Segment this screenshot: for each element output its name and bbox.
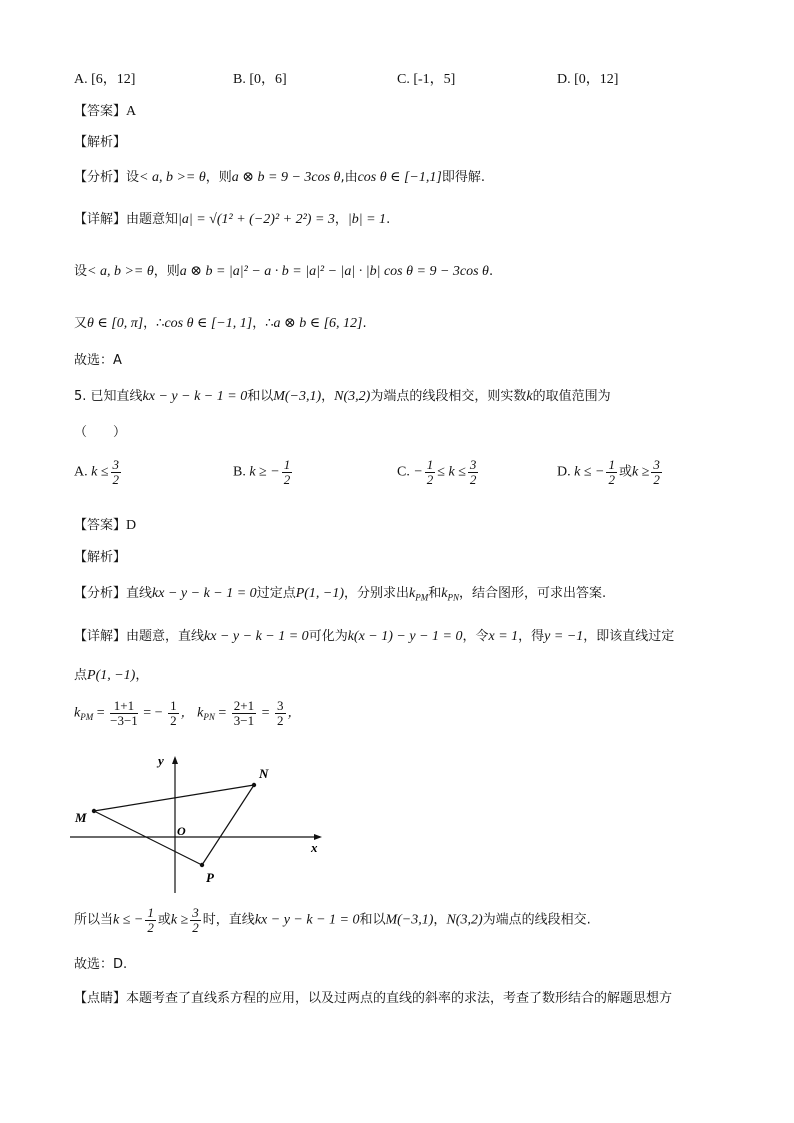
y-axis-arrow-icon <box>172 756 178 764</box>
q4-analysis-label: 【解析】 <box>74 135 127 150</box>
q5-option-d-num1: 1 <box>608 457 615 472</box>
q4-fenxi-text1: 设 <box>126 170 140 185</box>
q5-stem-math4: k <box>526 389 533 404</box>
q5-option-a-frac <box>111 458 122 486</box>
q5-kpn-num: 2+1 <box>233 698 255 713</box>
q5-dianjing-line <box>74 987 672 1006</box>
q5-fenxi-kpn-sub: PN <box>447 592 460 603</box>
q4-answer-value: A <box>126 104 137 119</box>
q5-fenxi-text3: ，分别求出 <box>344 586 410 601</box>
q4-line2-text1: 设 <box>74 264 88 279</box>
q5-option-c-num1: 1 <box>426 457 434 472</box>
graph-origin-label: O <box>177 824 186 838</box>
q5-xj2-text1: 点 <box>74 668 88 683</box>
q5-stem-text2: 和以 <box>247 389 274 404</box>
q5-concl-num1: 1 <box>147 905 154 920</box>
q5-option-b-num: 1 <box>283 457 291 472</box>
q4-fenxi-text4: 即得解. <box>441 170 485 185</box>
q5-kpn: k <box>197 705 204 721</box>
q5-xj-math2: k(x − 1) − y − 1 = 0 <box>347 629 463 644</box>
q4-option-c: C. [-1，5] <box>397 72 456 87</box>
q4-xiangjie-text1: 由题意知 <box>126 212 179 227</box>
q4-detail-line3 <box>74 312 367 332</box>
q5-concl-den2: 2 <box>192 919 199 935</box>
q4-fenxi-math3: cos θ ∈ [−1,1] <box>357 170 442 185</box>
q5-stem-math1: kx − y − k − 1 = 0 <box>142 389 248 404</box>
q4-xiangjie-text3: . <box>386 212 391 227</box>
q5-xj-text5: ，即该直线过定 <box>583 629 675 644</box>
q5-xj-math3: x = 1 <box>488 629 519 644</box>
q5-concl-or: 或 <box>157 912 171 928</box>
q5-stem-math3: N(3,2) <box>334 389 371 404</box>
q5-kpm-sub: PM <box>80 712 94 723</box>
q5-concl-frac1 <box>145 906 156 934</box>
q5-fenxi-kpm: k <box>409 586 416 601</box>
q5-concl-math1: k ≤ − <box>113 912 144 928</box>
q4-line3-math3: a ⊗ b ∈ [6, 12] <box>273 316 363 331</box>
q5-option-a-den: 2 <box>112 471 120 487</box>
q5-fenxi-math1: kx − y − k − 1 = 0 <box>152 586 257 601</box>
q5-kpn-result <box>275 699 286 727</box>
q5-option-d-den2: 2 <box>653 471 660 487</box>
q4-line3-text3: ，∴ <box>252 316 274 331</box>
q4-line2-text2: ，则 <box>153 264 180 279</box>
q5-kpm-eq2: = − <box>143 705 163 721</box>
graph-m-label: M <box>75 810 87 825</box>
q5-kpn-eq2: = <box>261 705 270 721</box>
q5-slope-sep: ， <box>180 705 194 721</box>
q5-concl-math5: N(3,2) <box>446 912 483 928</box>
graph-x-label: x <box>311 840 318 855</box>
q4-line3-math2: cos θ ∈ [−1, 1] <box>164 316 253 331</box>
q5-choice: 故选：D. <box>74 957 128 972</box>
q5-option-c-num2: 3 <box>469 457 477 472</box>
q5-kpn-frac <box>232 699 256 727</box>
q4-answer-line <box>74 100 136 120</box>
q5-kpm: k <box>74 705 81 721</box>
q5-xj-math4: y = −1 <box>544 629 584 644</box>
q5-xj-text3: ，令 <box>462 629 489 644</box>
q4-fenxi-label: 【分析】 <box>74 170 127 185</box>
q5-option-d-or: 或 <box>618 464 632 480</box>
q5-xj-text4: ，得 <box>518 629 545 644</box>
q5-option-b <box>233 458 294 486</box>
q5-kpn-rnum: 3 <box>277 698 284 713</box>
graph-y-label: y <box>158 753 164 768</box>
q5-kpm-rden: 2 <box>170 712 177 728</box>
q4-line2-math1: < a, b >= θ <box>87 264 154 279</box>
q5-paren: （ ） <box>74 425 127 440</box>
q4-fenxi-text3: ,由 <box>340 170 358 185</box>
q5-option-b-label: B. <box>233 464 246 480</box>
q5-concl-text2: 时，直线 <box>202 912 255 928</box>
q5-fenxi-math2: P(1, −1) <box>295 586 345 601</box>
q4-line3-text4: . <box>362 316 367 331</box>
q5-stem <box>74 385 611 405</box>
q5-option-c-frac2 <box>468 458 479 486</box>
q5-option-d-num2: 3 <box>653 457 660 472</box>
q4-xiangjie-math2: |b| = 1 <box>347 212 387 227</box>
q5-fenxi-text4: 和 <box>428 586 442 601</box>
q5-slopes-line <box>74 699 301 727</box>
q5-option-c <box>397 458 480 486</box>
q4-line3-text1: 又 <box>74 316 88 331</box>
q5-option-c-den2: 2 <box>469 471 477 487</box>
q4-choice: 故选：A <box>74 353 122 368</box>
q5-kpn-sub: PN <box>203 712 215 723</box>
q5-option-c-label: C. <box>397 464 410 480</box>
point-m <box>92 809 96 813</box>
q5-graph <box>70 748 340 898</box>
q5-fenxi-line <box>74 582 606 603</box>
q5-kpm-result <box>168 699 179 727</box>
q5-kpm-rnum: 1 <box>170 698 177 713</box>
q5-stem-text1: 5. 已知直线 <box>74 389 143 404</box>
q5-option-b-frac <box>282 458 293 486</box>
point-n <box>252 783 256 787</box>
q5-answer-line <box>74 514 136 534</box>
q5-fenxi-text1: 直线 <box>126 586 153 601</box>
q4-detail-line2 <box>74 260 493 280</box>
q5-concl-text3: 和以 <box>359 912 386 928</box>
q4-xiangjie-line <box>74 208 390 228</box>
q5-stem-text3: ， <box>321 389 335 404</box>
q4-option-a: A. [6，12] <box>74 72 136 87</box>
q4-option-b: B. [0，6] <box>233 72 287 87</box>
q5-option-d-frac1 <box>606 458 617 486</box>
q5-concl-text4: ， <box>433 912 447 928</box>
point-p <box>200 863 204 867</box>
q5-option-d-math: k ≤ − <box>574 464 605 480</box>
q4-xiangjie-text2: ， <box>334 212 348 227</box>
q5-stem-text4: 为端点的线段相交，则实数 <box>370 389 527 404</box>
q5-option-b-den: 2 <box>283 471 291 487</box>
q5-dianjing-label: 【点睛】 <box>74 991 127 1006</box>
q5-answer-label: 【答案】 <box>74 518 127 533</box>
q5-slope-end: ， <box>287 705 301 721</box>
q5-xj2-math1: P(1, −1) <box>87 668 136 683</box>
q5-kpn-den: 3−1 <box>233 712 255 728</box>
q5-option-a-label: A. <box>74 464 88 480</box>
q5-fenxi-text5: ，结合图形，可求出答案. <box>459 586 607 601</box>
q4-line2-text3: . <box>488 264 494 279</box>
q5-dianjing-text: 本题考查了直线系方程的应用，以及过两点的直线的斜率的求法，考查了数形结合的解题思想方 <box>126 991 673 1006</box>
q5-option-d-frac2 <box>651 458 662 486</box>
q5-kpm-den: −3−1 <box>110 712 138 728</box>
q5-concl-math4: M(−3,1) <box>385 912 434 928</box>
q5-option-c-den1: 2 <box>426 471 434 487</box>
graph-p-label: P <box>206 870 214 885</box>
q4-answer-label: 【答案】 <box>74 104 127 119</box>
q4-line3-text2: ，∴ <box>143 316 165 331</box>
q5-conclusion <box>74 906 591 934</box>
q5-option-d-label: D. <box>557 464 571 480</box>
q5-kpm-frac <box>110 699 138 727</box>
q5-stem-text5: 的取值范围为 <box>532 389 611 404</box>
q5-xiangjie-line2 <box>74 664 148 684</box>
q5-option-d-den1: 2 <box>608 471 615 487</box>
q4-xiangjie-label: 【详解】 <box>74 212 127 227</box>
q5-fenxi-label: 【分析】 <box>74 586 127 601</box>
q5-fenxi-kpm-sub: PM <box>415 592 429 603</box>
q5-xiangjie-label: 【详解】 <box>74 629 127 644</box>
q5-option-c-frac1 <box>425 458 436 486</box>
segment-mp <box>94 811 202 865</box>
q5-kpn-rden: 2 <box>277 712 284 728</box>
q5-option-a-math: k ≤ <box>91 464 109 480</box>
q5-kpm-eq: = <box>96 705 105 721</box>
q5-option-c-pre: − <box>413 464 423 480</box>
q4-line2-math2: a ⊗ b = |a|² − a · b = |a|² − |a| · |b| cos θ = 9 − 3cos θ <box>179 264 489 279</box>
q5-answer-value: D <box>126 518 137 533</box>
q5-option-d-math2: k ≥ <box>632 464 650 480</box>
q5-concl-num2: 3 <box>192 905 199 920</box>
q5-option-d <box>557 458 664 486</box>
q5-xiangjie-line <box>74 625 674 645</box>
q5-option-c-mid: ≤ k ≤ <box>437 464 466 480</box>
q5-concl-den1: 2 <box>147 919 154 935</box>
q5-option-b-math: k ≥ − <box>249 464 280 480</box>
q5-concl-text1: 所以当 <box>74 912 114 928</box>
q4-line3-math1: θ ∈ [0, π] <box>87 316 144 331</box>
q5-xj-text1: 由题意，直线 <box>126 629 205 644</box>
q5-analysis-label: 【解析】 <box>74 550 127 565</box>
q4-xiangjie-math1: |a| = √(1² + (−2)² + 2²) = 3 <box>178 212 335 227</box>
q5-xj2-text2: ， <box>135 668 149 683</box>
q4-fenxi-text2: ，则 <box>205 170 232 185</box>
q4-fenxi-math1: < a, b >= θ <box>139 170 206 185</box>
q5-xj-text2: 可化为 <box>308 629 348 644</box>
q5-concl-math2: k ≥ <box>170 912 189 928</box>
q5-xj-math1: kx − y − k − 1 = 0 <box>204 629 309 644</box>
q5-concl-text5: 为端点的线段相交. <box>482 912 591 928</box>
q5-option-a-num: 3 <box>112 457 120 472</box>
q4-fenxi-line <box>74 166 485 186</box>
q4-option-d: D. [0，12] <box>557 72 619 87</box>
q5-kpm-num: 1+1 <box>110 699 138 714</box>
graph-n-label: N <box>259 766 269 781</box>
q4-fenxi-math2: a ⊗ b = 9 − 3cos θ <box>231 170 341 185</box>
segment-mn <box>94 785 254 811</box>
q5-fenxi-kpn: k <box>441 586 448 601</box>
q5-concl-frac2 <box>190 906 201 934</box>
q5-option-a <box>74 458 123 486</box>
q5-concl-math3: kx − y − k − 1 = 0 <box>254 912 360 928</box>
q5-kpn-eq: = <box>218 705 227 721</box>
q5-fenxi-text2: 过定点 <box>256 586 296 601</box>
q5-stem-math2: M(−3,1) <box>273 389 322 404</box>
segment-np <box>202 785 254 865</box>
